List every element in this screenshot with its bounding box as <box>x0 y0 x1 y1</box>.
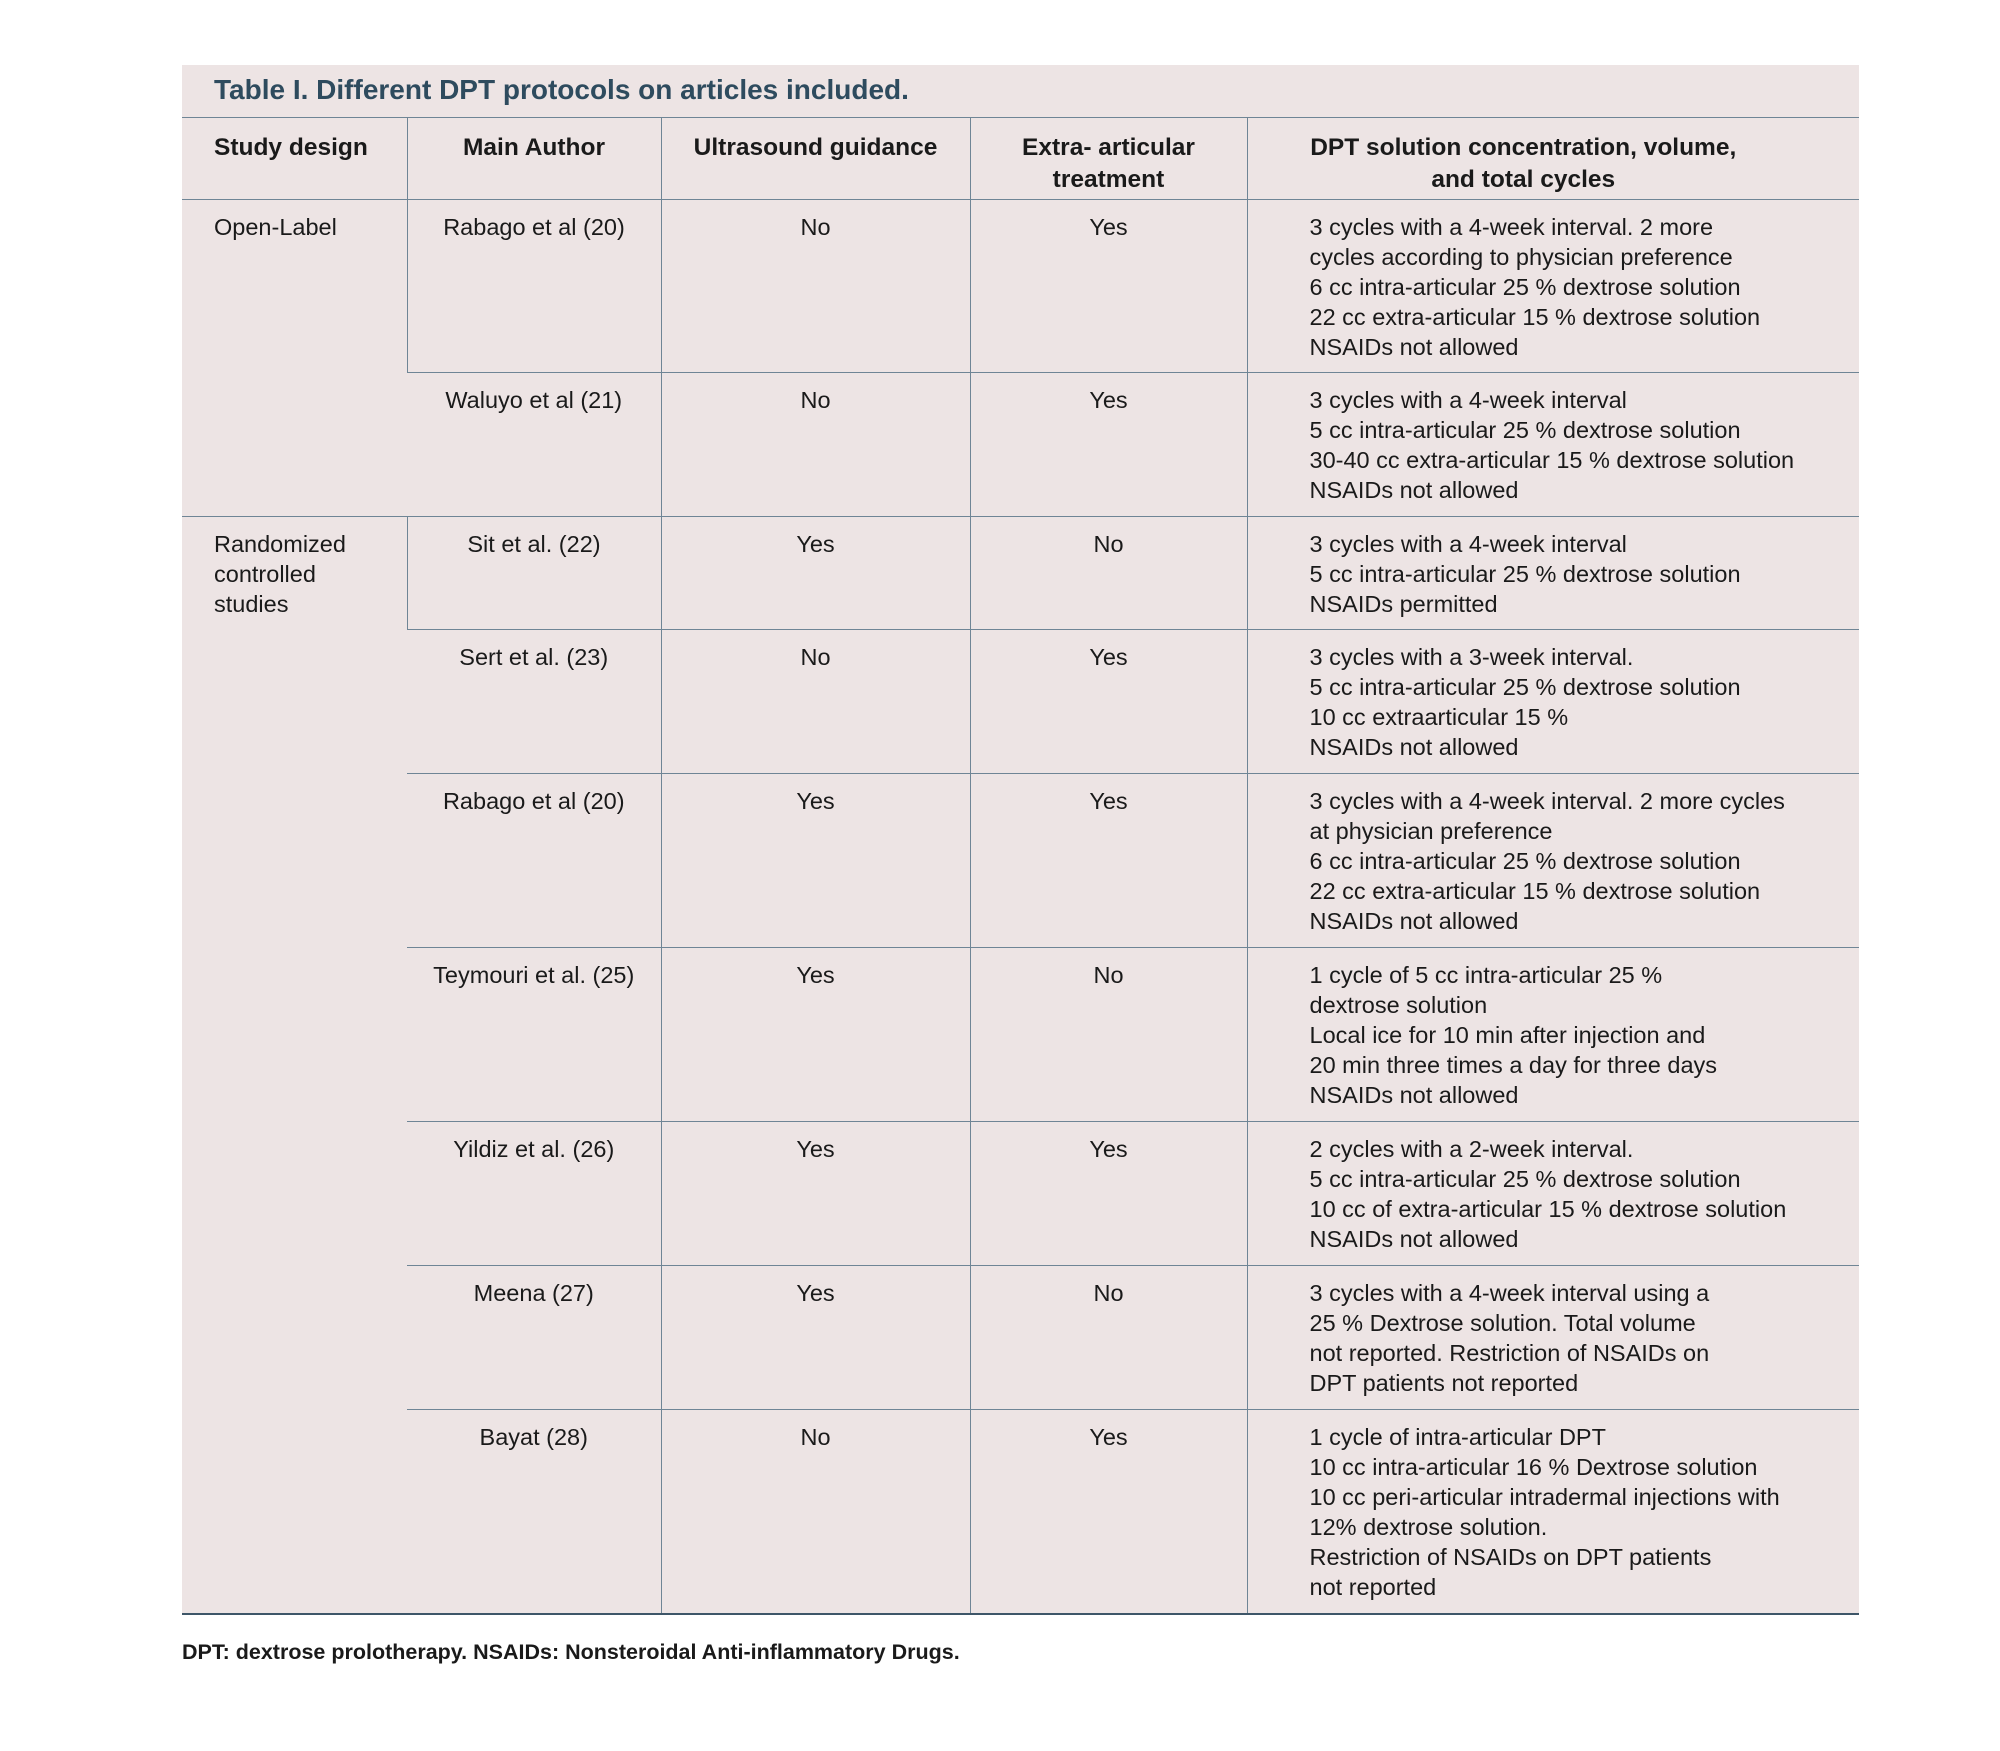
dpt-solution-line: NSAIDs not allowed <box>1309 1082 1519 1108</box>
dpt-solution-line: 22 cc extra-articular 15 % dextrose solution <box>1309 878 1761 904</box>
extra-articular-cell: No <box>970 948 1247 1122</box>
dpt-solution-line: Restriction of NSAIDs on DPT patients <box>1309 1544 1712 1570</box>
dpt-solution-line: 10 cc intra-articular 16 % Dextrose solution <box>1309 1454 1758 1480</box>
ultrasound-guidance-cell: No <box>661 200 970 373</box>
dpt-solution-line: 12% dextrose solution. <box>1309 1514 1548 1540</box>
dpt-solution-line: at physician preference <box>1309 818 1553 844</box>
dpt-solution-cell <box>1247 373 1859 517</box>
main-author-cell: Sit et al. (22) <box>407 517 661 630</box>
header-extra-articular-treatment: Extra- articular treatment <box>970 118 1247 200</box>
dpt-solution-cell <box>1247 1122 1859 1266</box>
main-author-cell: Meena (27) <box>407 1266 661 1410</box>
dpt-solution-line: not reported. Restriction of NSAIDs on <box>1309 1340 1710 1366</box>
dpt-solution-cell <box>1247 948 1859 1122</box>
table-row <box>182 1410 1859 1614</box>
table-row <box>182 1122 1859 1266</box>
study-design-line: Randomized <box>214 531 346 557</box>
extra-articular-cell: Yes <box>970 774 1247 948</box>
dpt-solution-line: 10 cc extraarticular 15 % <box>1309 704 1569 730</box>
dpt-solution-line: NSAIDs not allowed <box>1309 1226 1519 1252</box>
main-author-cell: Yildiz et al. (26) <box>407 1122 661 1266</box>
main-author-cell: Sert et al. (23) <box>407 630 661 774</box>
dpt-solution-cell <box>1247 200 1859 373</box>
dpt-solution-line: DPT patients not reported <box>1309 1370 1579 1396</box>
main-author-cell: Teymouri et al. (25) <box>407 948 661 1122</box>
dpt-solution-line: 2 cycles with a 2-week interval. <box>1309 1136 1634 1162</box>
dpt-solution-line: 3 cycles with a 4-week interval using a <box>1309 1280 1710 1306</box>
dpt-solution-cell <box>1247 517 1859 630</box>
header-ultrasound-guidance: Ultrasound guidance <box>661 118 970 200</box>
dpt-solution-line: 10 cc of extra-articular 15 % dextrose solution <box>1309 1196 1787 1222</box>
header-main-author: Main Author <box>407 118 661 200</box>
extra-articular-cell: No <box>970 1266 1247 1410</box>
dpt-solution-line: 6 cc intra-articular 25 % dextrose solution <box>1309 274 1741 300</box>
dpt-solution-line: 1 cycle of intra-articular DPT <box>1309 1424 1606 1450</box>
ultrasound-guidance-cell: No <box>661 1410 970 1614</box>
dpt-solution-cell <box>1247 1266 1859 1410</box>
dpt-solution-line: 20 min three times a day for three days <box>1309 1052 1718 1078</box>
ultrasound-guidance-cell: Yes <box>661 948 970 1122</box>
dpt-solution-line: 10 cc peri-articular intradermal injections with <box>1309 1484 1780 1510</box>
extra-articular-cell: Yes <box>970 1410 1247 1614</box>
dpt-solution-line: 3 cycles with a 4-week interval. 2 more cycles <box>1309 788 1785 814</box>
ultrasound-guidance-cell: No <box>661 630 970 774</box>
dpt-solution-line: NSAIDs not allowed <box>1309 734 1519 760</box>
table-row <box>182 373 1859 517</box>
dpt-solution-line: 6 cc intra-articular 25 % dextrose solution <box>1309 848 1741 874</box>
main-author-cell: Waluyo et al (21) <box>407 373 661 517</box>
header-row <box>182 118 1859 200</box>
ultrasound-guidance-cell: Yes <box>661 774 970 948</box>
dpt-protocols-table <box>182 65 1859 1615</box>
main-author-cell: Bayat (28) <box>407 1410 661 1614</box>
dpt-solution-line: 3 cycles with a 3-week interval. <box>1309 644 1634 670</box>
main-author-cell: Rabago et al (20) <box>407 200 661 373</box>
dpt-solution-line: 5 cc intra-articular 25 % dextrose solution <box>1309 1166 1741 1192</box>
dpt-solution-line: 5 cc intra-articular 25 % dextrose solution <box>1309 561 1741 587</box>
ultrasound-guidance-cell: No <box>661 373 970 517</box>
ultrasound-guidance-cell: Yes <box>661 1122 970 1266</box>
table-row <box>182 517 1859 630</box>
dpt-solution-line: Local ice for 10 min after injection and <box>1309 1022 1706 1048</box>
dpt-solution-line: NSAIDs permitted <box>1309 591 1498 617</box>
study-design-cell <box>182 517 407 1614</box>
header-study-design: Study design <box>182 118 407 200</box>
dpt-solution-cell <box>1247 1410 1859 1614</box>
extra-articular-cell: Yes <box>970 630 1247 774</box>
dpt-solution-cell <box>1247 630 1859 774</box>
table-row <box>182 774 1859 948</box>
study-design-line: studies <box>214 591 289 617</box>
dpt-solution-cell <box>1247 774 1859 948</box>
header-dpt-solution: DPT solution concentration, volume, and total cycles <box>1247 118 1859 200</box>
ultrasound-guidance-cell: Yes <box>661 1266 970 1410</box>
dpt-solution-line: 25 % Dextrose solution. Total volume <box>1309 1310 1696 1336</box>
study-design-line: Open-Label <box>214 214 337 240</box>
dpt-solution-line: 5 cc intra-articular 25 % dextrose solution <box>1309 674 1741 700</box>
dpt-solution-line: 3 cycles with a 4-week interval <box>1309 531 1627 557</box>
dpt-solution-line: 22 cc extra-articular 15 % dextrose solution <box>1309 304 1761 330</box>
table <box>182 117 1859 1615</box>
main-author-cell: Rabago et al (20) <box>407 774 661 948</box>
table-caption: Table I. Different DPT protocols on articles included. <box>214 74 909 105</box>
table-footnote: DPT: dextrose prolotherapy. NSAIDs: Nonsteroidal Anti-inflammatory Drugs. <box>182 1640 960 1664</box>
study-design-cell <box>182 200 407 517</box>
table-row <box>182 1266 1859 1410</box>
dpt-solution-line: NSAIDs not allowed <box>1309 334 1519 360</box>
dpt-solution-line: dextrose solution <box>1309 992 1488 1018</box>
table-row <box>182 948 1859 1122</box>
table-row <box>182 630 1859 774</box>
dpt-solution-line: 3 cycles with a 4-week interval. 2 more <box>1309 214 1714 240</box>
dpt-solution-line: cycles according to physician preference <box>1309 244 1733 270</box>
extra-articular-cell: Yes <box>970 200 1247 373</box>
extra-articular-cell: Yes <box>970 1122 1247 1266</box>
table-row <box>182 200 1859 373</box>
dpt-solution-line: not reported <box>1309 1574 1437 1600</box>
ultrasound-guidance-cell: Yes <box>661 517 970 630</box>
table-body <box>182 200 1859 1614</box>
dpt-solution-line: 5 cc intra-articular 25 % dextrose solution <box>1309 417 1741 443</box>
dpt-solution-line: NSAIDs not allowed <box>1309 477 1519 503</box>
extra-articular-cell: No <box>970 517 1247 630</box>
dpt-solution-line: 1 cycle of 5 cc intra-articular 25 % <box>1309 962 1663 988</box>
dpt-solution-line: 3 cycles with a 4-week interval <box>1309 387 1627 413</box>
dpt-solution-line: 30-40 cc extra-articular 15 % dextrose solution <box>1309 447 1795 473</box>
dpt-solution-line: NSAIDs not allowed <box>1309 908 1519 934</box>
extra-articular-cell: Yes <box>970 373 1247 517</box>
study-design-line: controlled <box>214 561 316 587</box>
